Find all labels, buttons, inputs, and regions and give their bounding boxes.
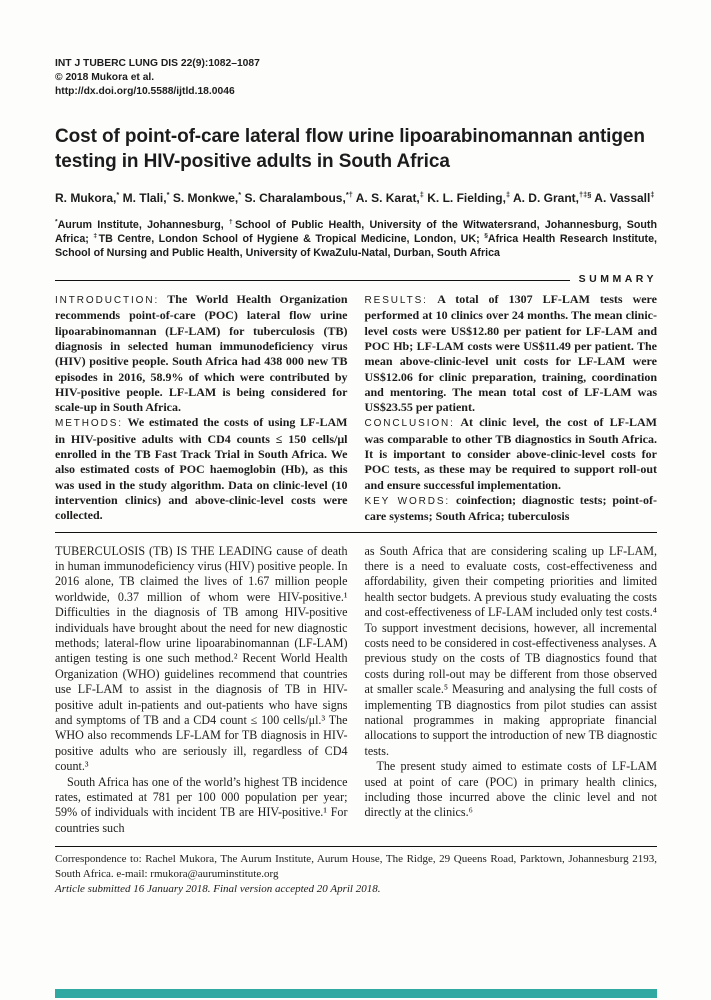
summary-section-label: SUMMARY — [578, 273, 657, 286]
affiliation-marker: ‡ — [93, 232, 99, 240]
affiliation-marker: † — [228, 218, 235, 226]
summary-column-right — [365, 292, 658, 524]
summary-section-rule — [55, 273, 657, 285]
author-name: A. Vassall — [594, 190, 651, 205]
summary-paragraph-conclusion — [365, 415, 658, 492]
author-affiliation-marker: * — [238, 189, 242, 199]
authors-line — [55, 190, 657, 207]
section-divider-rule — [55, 532, 657, 533]
runin-label-conclusion: CONCLUSION: — [364, 418, 455, 430]
author-affiliation-marker: †‡§ — [578, 189, 592, 199]
author-name: R. Mukora, — [55, 190, 117, 205]
summary-paragraph-results — [365, 292, 658, 415]
author-name: S. Charalambous, — [244, 190, 346, 205]
body-column-right — [365, 544, 658, 837]
body-paragraph: South Africa has one of the world’s highest TB incidence rates, estimated at 781 per 100 000 population per year; 59% of individuals with incident TB are HIV-positive.¹ For countries such — [55, 774, 348, 835]
author-name: A. D. Grant, — [512, 190, 579, 205]
runin-label-results: RESULTS: — [364, 295, 428, 307]
summary-columns — [55, 292, 657, 524]
page-title: Cost of point-of-care lateral flow urine lipoarabinomannan antigen testing in HIV-positive adults in South Africa — [55, 125, 645, 172]
affiliation-text: Aurum Institute, Johannesburg, — [57, 219, 224, 232]
body-column-left — [55, 544, 348, 837]
body-paragraph: TUBERCULOSIS (TB) IS THE LEADING cause of death in human immunodeficiency virus (HIV) positive people. In 2016 alone, TB claimed the lives of 1.67 million people worldwide, 0.37 million of whom were HIV-positive.¹ Difficulties in the diagnosis of TB among HIV-positive individuals have brought about the need for new diagnostic methods; lateral-flow urine lipoarabinomannan (LF-LAM) antigen testing is one such method.² Recent World Health Organization (WHO) guidelines recommend that countries use LF-LAM to assist in the diagnosis of TB in HIV-positive adult in-patients and out-patients who have signs and symptoms of TB and a CD4 count ≤ 100 cells/μl.³ The WHO also recommends LF-LAM for TB diagnosis in HIV-positive adults who are seriously ill, regardless of CD4 count.³ — [55, 543, 348, 774]
author-affiliation-marker: ‡ — [505, 189, 511, 199]
journal-reference-block — [55, 57, 657, 100]
runin-label-keywords: KEY WORDS: — [364, 495, 451, 507]
body-columns — [55, 544, 657, 837]
author-name: S. Monkwe, — [172, 190, 239, 205]
affiliation-text: School of Public Health, University of the Witwatersrand, Johannesburg, South Africa; — [55, 219, 657, 246]
summary-paragraph-methods — [55, 415, 348, 523]
affiliation-text: TB Centre, London School of Hygiene & Tropical Medicine, London, UK; — [98, 233, 480, 246]
author-name: A. S. Karat, — [355, 190, 420, 205]
summary-text: A total of 1307 LF-LAM tests were performed at 10 clinics over 24 months. The mean clinic-level costs were US$12.80 per patient for LF-LAM and POC Hb; LF-LAM costs were US$11.49 per patient. The mean above-clinic-level unit costs for LF-LAM were US$12.06 for clinic preparation, training, coordination and mentoring. The mean total cost of LF-LAM was US$23.55 per patient. — [364, 292, 657, 415]
affiliations-block — [55, 218, 657, 260]
author-affiliation-marker: ‡ — [419, 189, 424, 199]
journal-ref-line: INT J TUBERC LUNG DIS 22(9):1082–1087 — [55, 58, 260, 69]
summary-text: At clinic level, the cost of LF-LAM was comparable to other TB diagnostics in South Africa. It is important to consider above-clinic-level costs for POC tests, as these may be required to support roll-out and ensure successful implementation. — [364, 415, 658, 492]
author-affiliation-marker: * — [116, 189, 120, 199]
summary-text: The World Health Organization recommends point-of-care (POC) lateral flow urine lipoarabinomannan (LF-LAM) for tuberculosis (TB) diagnosis in selected human immunodeficiency virus (HIV) positive people. South Africa had 438 000 new TB episodes in 2016, 58.9% of which were contributed by HIV-positive people. LF-LAM is being considered for scale-up in South Africa. — [55, 292, 348, 415]
runin-label-methods: METHODS: — [55, 418, 123, 430]
author-affiliation-marker: *† — [345, 189, 353, 199]
doi-line: http://dx.doi.org/10.5588/ijtld.18.0046 — [55, 86, 235, 98]
runin-label-introduction: INTRODUCTION: — [55, 295, 160, 307]
summary-column-left — [55, 292, 348, 524]
submission-dates-line: Article submitted 16 January 2018. Final version accepted 20 April 2018. — [55, 883, 381, 896]
correspondence-line: Correspondence to: Rachel Mukora, The Aurum Institute, Aurum House, The Ridge, 29 Queens Road, Parktown, Johannesburg 2193, South Africa. e-mail: rmukora@auruminstitute.org — [55, 853, 657, 880]
body-paragraph: The present study aimed to estimate costs of LF-LAM used at point of care (POC) in primary health clinics, including those incurred above the clinic level and not directly at the clinics.⁶ — [364, 759, 657, 820]
summary-text: coinfection; diagnostic tests; point-of-care systems; South Africa; tuberculosis — [364, 492, 658, 524]
body-paragraph: as South Africa that are considering scaling up LF-LAM, there is a need to evaluate costs, cost-effectiveness and affordability, given their competing priorities and limited health sector budgets. A previous study evaluating the costs and cost-effectiveness of LF-LAM included only test costs.⁴ To support investment decisions, however, all incremental costs need to be considered in cost-effectiveness analyses. A previous study on the costs of TB diagnostics found that costs during roll-out may be different from those observed at smaller scale.⁵ Measuring and analysing the full costs of implementing TB diagnostics from pilot studies can assist national programmes in making appropriate financial allocations to support the introduction of new TB diagnostic tests. — [364, 543, 657, 758]
author-affiliation-marker: ‡ — [650, 189, 655, 199]
correspondence-footer — [55, 846, 657, 897]
author-name: K. L. Fielding, — [427, 190, 506, 205]
summary-paragraph-keywords — [365, 493, 658, 525]
summary-text: We estimated the costs of using LF-LAM in HIV-positive adults with CD4 counts ≤ 150 cells/μl enrolled in the TB Fast Track Trial in South Africa. We also estimated costs of POC haemoglobin (Hb), as this was used in the study algorithm. Data on clinic-level (10 intervention clinics) and above-clinic-level costs were collected. — [55, 415, 348, 523]
affiliation-marker: * — [55, 218, 58, 226]
affiliation-marker: § — [484, 232, 488, 240]
author-name: M. Tlali, — [122, 190, 167, 205]
affiliation-text: Africa Health Research Institute, School of Nursing and Public Health, University of KwaZulu-Natal, Durban, South Africa — [55, 233, 657, 260]
summary-rule-line — [55, 280, 570, 281]
copyright-line: © 2018 Mukora et al. — [55, 72, 155, 84]
teal-accent-bar — [55, 989, 657, 998]
author-affiliation-marker: * — [166, 189, 170, 199]
summary-paragraph-introduction — [55, 292, 348, 415]
